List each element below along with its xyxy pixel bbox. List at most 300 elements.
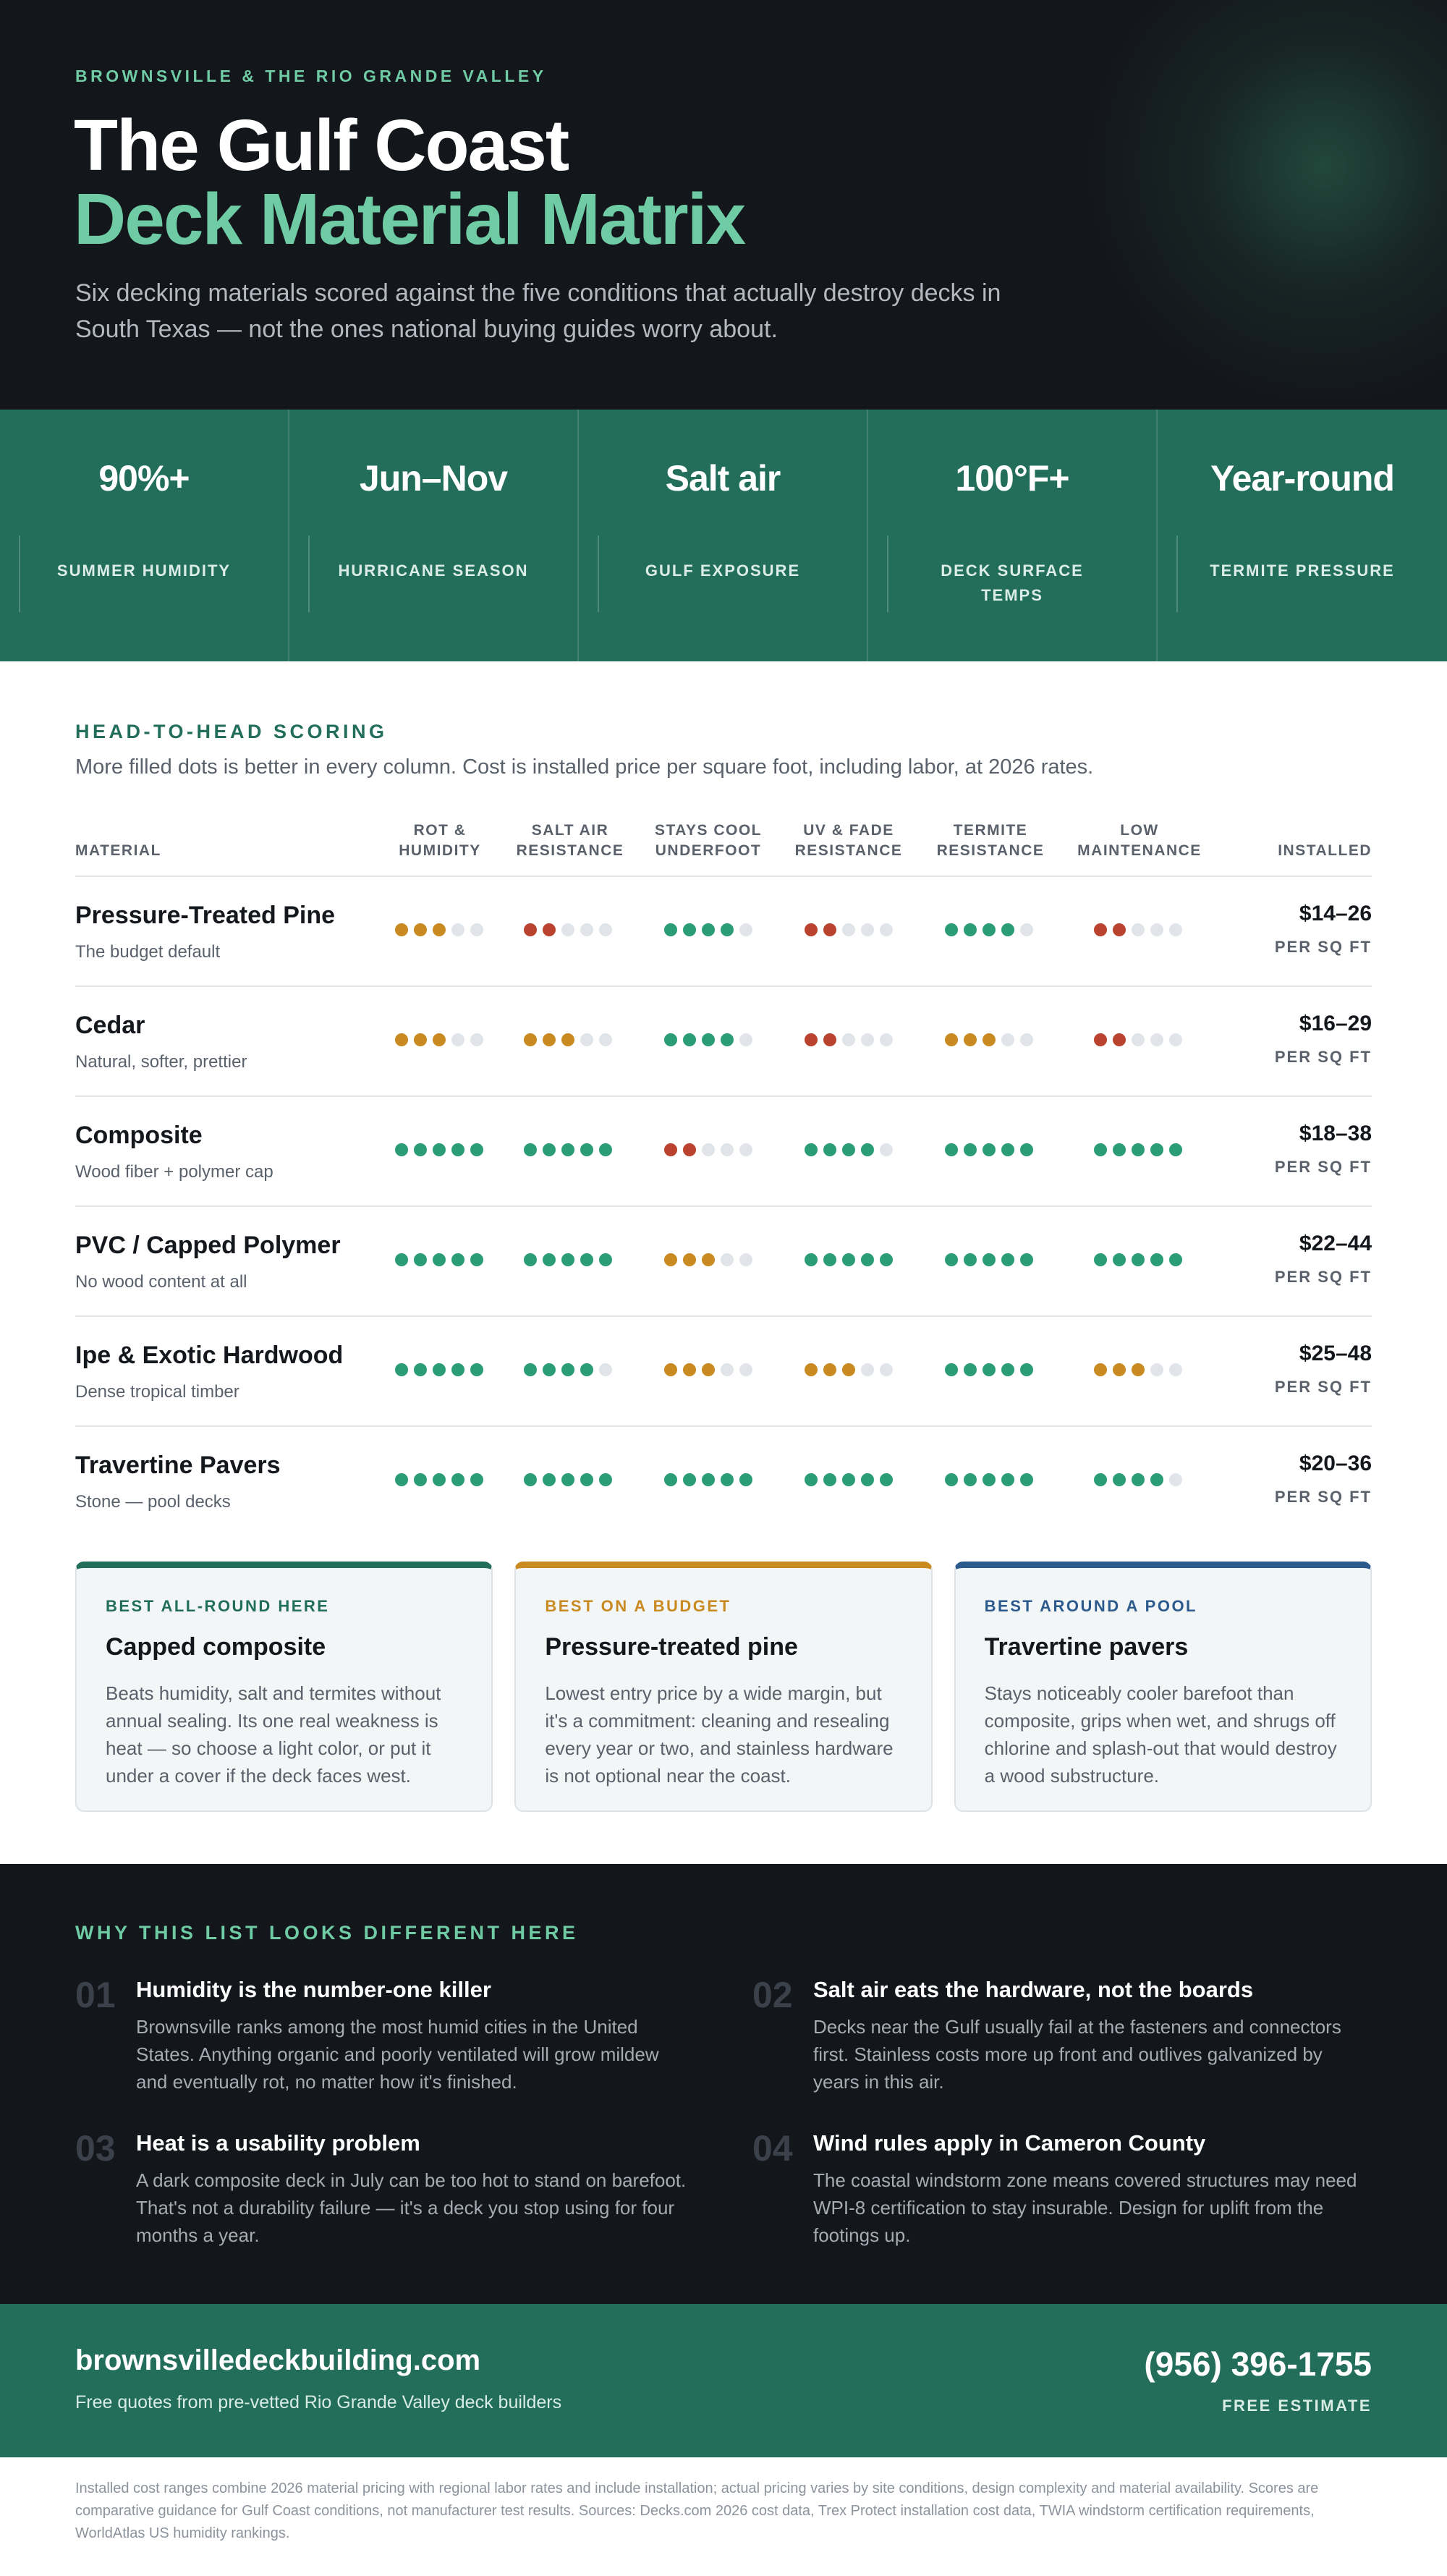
why-title: Wind rules apply in Cameron County [813,2130,1206,2156]
score-dot-filled [683,1253,696,1266]
material-desc: Natural, softer, prettier [75,1052,247,1072]
score-dot-empty [561,923,574,936]
stat-value: 100°F+ [955,458,1069,499]
col-rot: ROT & HUMIDITY [399,822,481,859]
score-dot-filled [1113,923,1126,936]
score-maint [1094,1363,1182,1376]
score-dot-empty [721,1143,734,1156]
score-dot-filled [1094,1363,1107,1376]
score-dot-filled [664,1143,677,1156]
score-salt [524,1473,612,1486]
table-row [75,1317,1372,1427]
score-dot-filled [823,1143,836,1156]
score-dot-filled [805,1473,818,1486]
why-number: 01 [75,1975,116,2015]
score-dot-filled [945,1473,958,1486]
material-name: Pressure-Treated Pine [75,902,336,929]
card-body: Beats humidity, salt and termites without annual sealing. Its one real weakness is heat — so choose a light color, or put it under a cover if the deck faces west. [106,1682,441,1787]
score-cool [664,1363,752,1376]
card-body: Stays noticeably cooler barefoot than composite, grips when wet, and shrugs off chlorine and splash-out that would destroy a wood substructure. [984,1682,1337,1787]
score-dot-filled [861,1473,874,1486]
stat-divider [308,535,310,612]
phone-label: FREE ESTIMATE [1222,2397,1372,2415]
stat-divider [1176,535,1178,612]
score-dot-filled [395,1363,408,1376]
score-dot-filled [1169,1143,1182,1156]
score-dot-filled [451,1143,464,1156]
score-dot-empty [599,923,612,936]
score-uv [805,923,893,936]
score-dot-filled [842,1143,855,1156]
score-dot-filled [414,923,427,936]
score-dot-filled [433,1473,446,1486]
scoring-subtitle: More filled dots is better in every column. Cost is installed price per square foot, including labor, at 2026 rates. [75,755,1094,779]
score-dot-empty [739,1363,752,1376]
score-dot-filled [880,1253,893,1266]
price-unit: PER SQ FT [1274,1048,1372,1066]
score-dot-filled [395,923,408,936]
card-title: Pressure-treated pine [545,1633,798,1661]
score-dot-filled [414,1033,427,1046]
stat-label: HURRICANE SEASON [338,562,529,580]
score-rot [395,1473,483,1486]
score-dot-filled [395,1253,408,1266]
score-maint [1094,1143,1182,1156]
card-body: Lowest entry price by a wide margin, but it's a commitment: cleaning and resealing every year or two, and stainless hardware is not optional near the coast. [545,1682,894,1787]
score-dot-filled [805,923,818,936]
score-dot-empty [842,923,855,936]
score-dot-filled [580,1143,593,1156]
why-section [0,1864,1447,2304]
stat-divider [598,535,599,612]
why-title: Humidity is the number-one killer [136,1977,491,2002]
installed-price: $20–36 [1299,1452,1372,1475]
stats-band [0,410,1447,661]
score-dot-filled [1150,1253,1163,1266]
score-dot-filled [805,1363,818,1376]
why-eyebrow: WHY THIS LIST LOOKS DIFFERENT HERE [75,1922,579,1944]
score-dot-filled [580,1363,593,1376]
score-dot-empty [1132,923,1145,936]
score-dot-filled [721,923,734,936]
cta-tagline: Free quotes from pre-vetted Rio Grande Valley deck builders [75,2392,562,2412]
score-dot-filled [395,1473,408,1486]
score-dot-filled [561,1253,574,1266]
score-dot-filled [964,923,977,936]
why-body: Brownsville ranks among the most humid cities in the United States. Anything organic and poorly ventilated will grow mildew and eventually rot, no matter how it's finished. [136,2016,659,2093]
stat-label: TERMITE PRESSURE [1210,562,1395,580]
table-row [75,877,1372,987]
score-dot-filled [842,1253,855,1266]
score-dot-filled [1113,1143,1126,1156]
score-dot-filled [683,1363,696,1376]
stat-label: SUMMER HUMIDITY [56,562,232,580]
score-dot-filled [983,1473,996,1486]
material-desc: Wood fiber + polymer cap [75,1162,273,1182]
score-cool [664,1033,752,1046]
page-title-line2: Deck Material Matrix [74,179,745,260]
score-uv [805,1033,893,1046]
score-dot-filled [1001,1253,1014,1266]
hero [0,0,1447,410]
why-number: 04 [752,2128,793,2169]
score-dot-filled [1113,1033,1126,1046]
score-dot-empty [1169,923,1182,936]
stat-label: DECK SURFACE TEMPS [941,562,1084,604]
page-title-line1: The Gulf Coast [74,105,569,186]
score-dot-filled [964,1033,977,1046]
score-salt [524,1143,612,1156]
score-dot-filled [433,1143,446,1156]
stat-divider [887,535,888,612]
score-dot-empty [842,1033,855,1046]
score-dot-filled [823,923,836,936]
score-dot-filled [543,1033,556,1046]
score-dot-filled [823,1363,836,1376]
score-dot-empty [861,923,874,936]
score-dot-filled [433,1253,446,1266]
footer-cta [0,2304,1447,2457]
col-uv: UV & FADE RESISTANCE [794,822,903,859]
table-row [75,1427,1372,1537]
price-unit: PER SQ FT [1274,1378,1372,1396]
price-unit: PER SQ FT [1274,1488,1372,1506]
col-material: MATERIAL [75,842,161,859]
score-dot-filled [823,1033,836,1046]
score-dot-empty [470,923,483,936]
stat-termite [1158,410,1447,661]
score-dot-empty [739,1143,752,1156]
score-dot-filled [983,1363,996,1376]
score-dot-filled [543,1143,556,1156]
score-dot-empty [739,1253,752,1266]
score-dot-filled [664,1033,677,1046]
table-row [75,1097,1372,1207]
score-dot-filled [414,1143,427,1156]
material-desc: Dense tropical timber [75,1382,239,1402]
score-uv [805,1473,893,1486]
score-maint [1094,1473,1182,1486]
score-dot-filled [524,923,537,936]
material-name: Travertine Pavers [75,1452,281,1479]
score-dot-filled [1001,1363,1014,1376]
score-dot-empty [580,923,593,936]
why-body: A dark composite deck in July can be too hot to stand on barefoot. That's not a durability failure — it's a deck you stop using for four months a year. [136,2169,687,2246]
score-dot-filled [580,1253,593,1266]
card-best-all-round [75,1562,493,1812]
score-dot-filled [1094,1253,1107,1266]
score-rot [395,1363,483,1376]
score-dot-filled [451,1363,464,1376]
score-dot-empty [1020,923,1033,936]
score-dot-empty [580,1033,593,1046]
card-eyebrow: BEST AROUND A POOL [984,1597,1197,1615]
score-dot-filled [880,1473,893,1486]
score-dot-filled [1001,1143,1014,1156]
score-dot-filled [842,1363,855,1376]
score-dot-filled [964,1143,977,1156]
score-dot-filled [1132,1253,1145,1266]
score-termite [945,1143,1033,1156]
score-dot-filled [983,1033,996,1046]
score-dot-filled [664,1253,677,1266]
table-row [75,1207,1372,1317]
score-dot-filled [451,1253,464,1266]
stat-value: 90%+ [98,458,190,499]
score-dot-empty [880,1033,893,1046]
material-desc: No wood content at all [75,1272,247,1292]
score-maint [1094,1253,1182,1266]
score-dot-filled [1150,1143,1163,1156]
material-name: Ipe & Exotic Hardwood [75,1342,344,1369]
score-dot-filled [470,1473,483,1486]
score-dot-filled [805,1253,818,1266]
score-dot-empty [721,1253,734,1266]
score-dot-filled [414,1473,427,1486]
installed-price: $14–26 [1299,902,1372,925]
score-termite [945,1253,1033,1266]
score-dot-filled [1094,1143,1107,1156]
score-dot-filled [1150,1473,1163,1486]
stat-value: Year-round [1210,458,1394,499]
score-dot-filled [964,1363,977,1376]
score-dot-filled [702,1253,715,1266]
score-rot [395,1143,483,1156]
score-dot-empty [880,1143,893,1156]
material-desc: The budget default [75,942,221,962]
score-dot-filled [561,1473,574,1486]
score-dot-filled [1020,1363,1033,1376]
stat-salt [579,410,868,661]
score-dot-filled [983,923,996,936]
phone-link[interactable]: (956) 396-1755 [1144,2345,1372,2383]
score-dot-empty [470,1033,483,1046]
score-dot-filled [1020,1473,1033,1486]
score-dot-filled [433,923,446,936]
score-dot-filled [823,1253,836,1266]
score-dot-filled [945,1143,958,1156]
score-dot-filled [543,923,556,936]
score-dot-filled [945,1363,958,1376]
score-dot-empty [1169,1363,1182,1376]
score-rot [395,1033,483,1046]
score-dot-filled [524,1363,537,1376]
hero-subtitle: Six decking materials scored against the five conditions that actually destroy decks in South Texas — not the ones national buying guides worry about. [75,279,1001,343]
score-dot-filled [414,1253,427,1266]
score-dot-filled [470,1253,483,1266]
why-number: 03 [75,2128,116,2169]
score-dot-filled [414,1363,427,1376]
score-dot-filled [945,923,958,936]
score-dot-filled [945,1253,958,1266]
score-dot-filled [561,1143,574,1156]
col-cool: STAYS COOL UNDERFOOT [654,822,763,859]
why-title: Heat is a usability problem [136,2130,420,2156]
score-uv [805,1143,893,1156]
why-title: Salt air eats the hardware, not the boards [813,1977,1254,2002]
score-dot-filled [1113,1363,1126,1376]
score-dot-filled [1020,1143,1033,1156]
stat-divider [19,535,20,612]
installed-price: $25–48 [1299,1342,1372,1365]
score-dot-empty [1150,1363,1163,1376]
score-dot-filled [524,1473,537,1486]
score-dot-filled [524,1253,537,1266]
score-dot-filled [433,1033,446,1046]
stat-label: GULF EXPOSURE [645,562,801,580]
score-dot-empty [739,923,752,936]
score-rot [395,1253,483,1266]
col-installed: INSTALLED [1278,842,1372,859]
why-body: The coastal windstorm zone means covered structures may need WPI-8 certification to stay insurable. Design for uplift from the footings up. [813,2169,1357,2246]
score-dot-filled [702,1033,715,1046]
score-dot-filled [1169,1253,1182,1266]
score-dot-filled [543,1473,556,1486]
score-dot-filled [1094,1473,1107,1486]
table-header [75,816,1372,877]
score-dot-filled [861,1253,874,1266]
website-link[interactable]: brownsvilledeckbuilding.com [75,2344,481,2376]
score-rot [395,923,483,936]
card-best-pool [954,1562,1372,1812]
score-dot-empty [880,1363,893,1376]
score-dot-filled [823,1473,836,1486]
score-dot-filled [524,1143,537,1156]
score-dot-filled [433,1363,446,1376]
score-dot-filled [664,1473,677,1486]
score-dot-filled [861,1143,874,1156]
score-dot-filled [1094,1033,1107,1046]
hero-eyebrow: BROWNSVILLE & THE RIO GRANDE VALLEY [75,67,547,85]
score-dot-filled [561,1033,574,1046]
score-dot-filled [1094,923,1107,936]
score-dot-empty [599,1363,612,1376]
score-termite [945,923,1033,936]
score-dot-filled [683,923,696,936]
score-dot-filled [599,1143,612,1156]
score-dot-filled [470,1143,483,1156]
material-desc: Stone — pool decks [75,1492,231,1512]
score-dot-empty [880,923,893,936]
score-dot-filled [721,1473,734,1486]
score-dot-filled [1020,1253,1033,1266]
score-dot-filled [683,1143,696,1156]
material-name: Composite [75,1122,203,1149]
score-dot-empty [1020,1033,1033,1046]
score-dot-filled [805,1143,818,1156]
score-dot-filled [470,1363,483,1376]
score-dot-filled [739,1473,752,1486]
scoring-table [75,816,1372,1537]
score-salt [524,1253,612,1266]
score-dot-filled [702,1473,715,1486]
score-dot-empty [721,1363,734,1376]
why-number: 02 [752,1975,793,2015]
score-termite [945,1473,1033,1486]
score-salt [524,923,612,936]
score-cool [664,923,752,936]
score-dot-filled [451,1473,464,1486]
score-dot-empty [1150,923,1163,936]
score-dot-filled [945,1033,958,1046]
recommendation-cards [75,1562,1372,1812]
score-salt [524,1033,612,1046]
table-body [75,877,1372,1537]
score-dot-filled [683,1033,696,1046]
col-maint: LOW MAINTENANCE [1077,822,1202,859]
score-dot-empty [451,1033,464,1046]
price-unit: PER SQ FT [1274,938,1372,956]
score-dot-empty [861,1363,874,1376]
score-dot-filled [561,1363,574,1376]
col-salt: SALT AIR RESISTANCE [516,822,624,859]
score-dot-filled [664,1363,677,1376]
card-title: Travertine pavers [984,1633,1189,1661]
score-dot-filled [702,923,715,936]
score-dot-filled [543,1363,556,1376]
score-dot-filled [580,1473,593,1486]
score-dot-empty [599,1033,612,1046]
score-dot-filled [1113,1473,1126,1486]
score-dot-filled [721,1033,734,1046]
score-dot-empty [702,1143,715,1156]
score-dot-empty [861,1033,874,1046]
why-body: Decks near the Gulf usually fail at the fasteners and connectors first. Stainless costs more up front and outlives galvanized by years in this air. [813,2016,1341,2093]
score-dot-empty [1001,1033,1014,1046]
score-dot-empty [1132,1033,1145,1046]
score-dot-empty [451,923,464,936]
card-eyebrow: BEST ON A BUDGET [545,1597,731,1615]
score-dot-empty [1169,1473,1182,1486]
score-dot-empty [1169,1033,1182,1046]
score-dot-filled [964,1253,977,1266]
score-dot-filled [805,1033,818,1046]
card-title: Capped composite [106,1633,326,1661]
score-uv [805,1253,893,1266]
score-dot-filled [702,1363,715,1376]
score-termite [945,1033,1033,1046]
card-eyebrow: BEST ALL-ROUND HERE [106,1597,330,1615]
card-best-budget [514,1562,932,1812]
material-name: Cedar [75,1012,145,1039]
price-unit: PER SQ FT [1274,1268,1372,1286]
score-dot-filled [395,1033,408,1046]
stat-humidity [0,410,289,661]
score-cool [664,1143,752,1156]
score-dot-filled [664,923,677,936]
score-dot-filled [1132,1363,1145,1376]
installed-price: $16–29 [1299,1012,1372,1035]
score-dot-filled [1001,1473,1014,1486]
score-salt [524,1363,612,1376]
score-dot-filled [964,1473,977,1486]
score-dot-filled [842,1473,855,1486]
score-dot-filled [543,1253,556,1266]
stat-value: Jun–Nov [359,458,508,499]
stat-temps [868,410,1158,661]
score-dot-filled [599,1253,612,1266]
score-maint [1094,923,1182,936]
score-dot-filled [1132,1143,1145,1156]
stat-value: Salt air [665,458,781,499]
score-dot-empty [739,1033,752,1046]
score-termite [945,1363,1033,1376]
material-name: PVC / Capped Polymer [75,1232,341,1259]
price-unit: PER SQ FT [1274,1158,1372,1176]
score-dot-empty [1150,1033,1163,1046]
scoring-eyebrow: HEAD-TO-HEAD SCORING [75,721,388,742]
installed-price: $18–38 [1299,1122,1372,1145]
